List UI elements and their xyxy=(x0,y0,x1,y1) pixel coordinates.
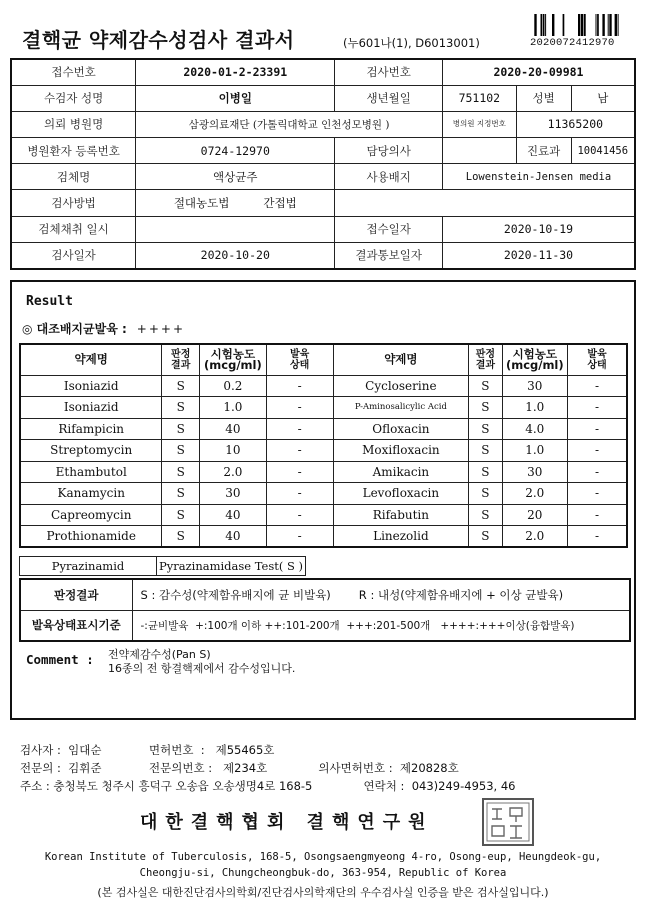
organization-address-en: Cheongju-si, Chungcheongbuk-do, 363-954, Republic of Korea xyxy=(139,867,507,879)
receipt-no-label: 접수번호 xyxy=(11,59,136,85)
drug-drug-cell: Rifabutin xyxy=(333,504,469,526)
drug-drug-cell: Moxifloxacin xyxy=(333,440,469,462)
specialist-line: 전문의 : 김휘준 전문의번호 : 제234호 의사면허번호 : 제20828호 xyxy=(20,761,459,775)
drug-growth-cell: - xyxy=(266,504,333,526)
comment-label: Comment : xyxy=(26,652,94,667)
info-row xyxy=(11,242,635,268)
drug-drug-cell: P-Aminosalicylic Acid xyxy=(333,397,469,419)
col-judge: 판정 결과 xyxy=(162,344,200,375)
drug-conc-cell: 30 xyxy=(502,461,567,483)
drug-drug-cell: Prothionamide xyxy=(20,526,162,548)
drug-conc-cell: 10 xyxy=(199,440,266,462)
col-conc: 시험농도 (mcg/ml) xyxy=(502,344,567,375)
drug-conc-cell: 40 xyxy=(199,526,266,548)
barcode-icon xyxy=(532,14,628,36)
drug-drug-cell: Ethambutol xyxy=(20,461,162,483)
barcode-number: 2020072412970 xyxy=(530,37,615,49)
doctor-label: 담당의사 xyxy=(335,138,443,164)
medium: Lowenstein-Jensen media xyxy=(442,164,635,190)
drug-growth-cell: - xyxy=(266,418,333,440)
birth-label: 생년월일 xyxy=(335,85,443,111)
drug-row xyxy=(20,526,627,548)
doctor xyxy=(442,138,516,164)
hospital-label: 의뢰 병원명 xyxy=(11,111,136,137)
drug-growth-cell: - xyxy=(567,440,627,462)
judge-criteria xyxy=(132,579,630,610)
drug-drug-cell: Linezolid xyxy=(333,526,469,548)
info-row xyxy=(11,190,635,216)
drug-row xyxy=(20,440,627,462)
drug-judge-cell: S xyxy=(469,483,502,505)
drug-conc-cell: 1.0 xyxy=(199,397,266,419)
birth-date: 751102 xyxy=(442,85,516,111)
drug-table-header xyxy=(20,344,627,375)
growth-label: 발육상태표시기준 xyxy=(20,610,132,641)
drug-conc-cell: 1.0 xyxy=(502,397,567,419)
tester-line: 검사자 : 임대순 면허번호 : 제55465호 xyxy=(20,743,275,757)
info-row xyxy=(11,216,635,242)
drug-judge-cell: S xyxy=(162,483,200,505)
hospital-name: 삼광의료재단 (가톨릭대학교 인천성모병원 ) xyxy=(136,111,443,137)
drug-drug-cell: Ofloxacin xyxy=(333,418,469,440)
info-row xyxy=(11,85,635,111)
drug-row xyxy=(20,461,627,483)
drug-growth-cell: - xyxy=(266,461,333,483)
empty-cell xyxy=(335,190,635,216)
judge-r: R : 내성(약제함유배지에 + 이상 균발육) xyxy=(358,587,564,602)
specimen-label: 검체명 xyxy=(11,164,136,190)
seal-icon xyxy=(480,796,536,848)
drug-judge-cell: S xyxy=(162,397,200,419)
drug-growth-cell: - xyxy=(567,461,627,483)
drug-drug-cell: Kanamycin xyxy=(20,483,162,505)
drug-judge-cell: S xyxy=(162,418,200,440)
drug-conc-cell: 2.0 xyxy=(502,526,567,548)
method-absolute: 절대농도법 xyxy=(173,196,230,211)
drug-drug-cell: Streptomycin xyxy=(20,440,162,462)
medium-label: 사용배지 xyxy=(335,164,443,190)
drug-row xyxy=(20,418,627,440)
patient-name: 이병일 xyxy=(136,85,335,111)
collect-label: 검체채취 일시 xyxy=(11,216,136,242)
drug-growth-cell: - xyxy=(266,440,333,462)
method-label: 검사방법 xyxy=(11,190,136,216)
drug-conc-cell: 40 xyxy=(199,504,266,526)
drug-row xyxy=(20,397,627,419)
drug-growth-cell: - xyxy=(266,397,333,419)
collect-date xyxy=(136,216,335,242)
drug-conc-cell: 30 xyxy=(199,483,266,505)
sex: 남 xyxy=(571,85,635,111)
receive-date: 2020-10-19 xyxy=(442,216,635,242)
drug-drug-cell: Levofloxacin xyxy=(333,483,469,505)
drug-judge-cell: S xyxy=(469,397,502,419)
drug-drug-cell: Isoniazid xyxy=(20,375,162,397)
col-growth: 발육 상태 xyxy=(266,344,333,375)
drug-drug-cell: Cycloserine xyxy=(333,375,469,397)
drug-judge-cell: S xyxy=(469,504,502,526)
drug-judge-cell: S xyxy=(469,461,502,483)
hospital-code-label: 병의원 지정번호 xyxy=(442,111,516,137)
control-growth xyxy=(22,320,185,337)
col-conc: 시험농도 (mcg/ml) xyxy=(199,344,266,375)
comment-line: 16종의 전 항결핵제에서 감수성입니다. xyxy=(108,662,296,675)
drug-judge-cell: S xyxy=(162,375,200,397)
drug-growth-cell: - xyxy=(567,526,627,548)
drug-drug-cell: Capreomycin xyxy=(20,504,162,526)
drug-growth-cell: - xyxy=(567,504,627,526)
drug-growth-cell: - xyxy=(567,418,627,440)
drug-drug-cell: Amikacin xyxy=(333,461,469,483)
drug-row xyxy=(20,375,627,397)
method-indirect: 간접법 xyxy=(263,196,297,211)
info-row xyxy=(11,59,635,85)
sex-label: 성별 xyxy=(516,85,571,111)
receive-label: 접수일자 xyxy=(335,216,443,242)
patient-name-label: 수검자 성명 xyxy=(11,85,136,111)
report-date-label: 결과통보일자 xyxy=(335,242,443,268)
info-row xyxy=(11,138,635,164)
reg-no-label: 병원환자 등록번호 xyxy=(11,138,136,164)
judge-s: S : 감수성(약제함유배지에 균 비발육) xyxy=(140,587,331,602)
organization-name: 대한결핵협회 결핵연구원 xyxy=(140,812,434,833)
drug-row xyxy=(20,483,627,505)
drug-row xyxy=(20,504,627,526)
col-drug: 약제명 xyxy=(333,344,469,375)
drug-judge-cell: S xyxy=(162,526,200,548)
col-drug: 약제명 xyxy=(20,344,162,375)
info-row xyxy=(11,164,635,190)
test-date-label: 검사일자 xyxy=(11,242,136,268)
drug-conc-cell: 40 xyxy=(199,418,266,440)
result-label: Result xyxy=(26,294,73,309)
reg-no: 0724-12970 xyxy=(136,138,335,164)
criteria-table xyxy=(19,578,631,642)
drug-growth-cell: - xyxy=(567,483,627,505)
col-judge: 판정 결과 xyxy=(469,344,502,375)
drug-growth-cell: - xyxy=(266,375,333,397)
report-code: (누601나(1), D6013001) xyxy=(343,36,480,50)
judge-label: 판정결과 xyxy=(20,579,132,610)
organization-address-en: Korean Institute of Tuberculosis, 168-5, Osongsaengmyeong 4-ro, Osong-eup, Heungdeok-gu, xyxy=(44,851,602,863)
drug-conc-cell: 4.0 xyxy=(502,418,567,440)
report-date: 2020-11-30 xyxy=(442,242,635,268)
report-title: 결핵균 약제감수성검사 결과서 xyxy=(22,28,295,52)
dept: 10041456 xyxy=(571,138,635,164)
drug-judge-cell: S xyxy=(469,418,502,440)
drug-conc-cell: 2.0 xyxy=(502,483,567,505)
pza-value: Pyrazinamidase Test( S ) xyxy=(157,557,306,576)
drug-growth-cell: - xyxy=(567,397,627,419)
comment-text xyxy=(108,648,295,676)
drug-conc-cell: 2.0 xyxy=(199,461,266,483)
drug-growth-cell: - xyxy=(266,526,333,548)
drug-conc-cell: 20 xyxy=(502,504,567,526)
drug-judge-cell: S xyxy=(162,504,200,526)
growth-criteria: -:균비발육 +:100개 이하 ++:101-200개 +++:201-500개 ++++:+++이상(융합발육) xyxy=(132,610,630,641)
patient-info-table xyxy=(10,58,636,270)
specimen: 액상균주 xyxy=(136,164,335,190)
pyrazinamide-table xyxy=(19,556,306,576)
certification-note: (본 검사실은 대한진단검사의학회/진단검사의학재단의 우수검사실 인증을 받은 검사실입니다.) xyxy=(97,886,549,899)
col-growth: 발육 상태 xyxy=(567,344,627,375)
hospital-code: 11365200 xyxy=(516,111,635,137)
drug-judge-cell: S xyxy=(469,526,502,548)
drug-growth-cell: - xyxy=(567,375,627,397)
drug-drug-cell: Isoniazid xyxy=(20,397,162,419)
drug-drug-cell: Rifampicin xyxy=(20,418,162,440)
drug-judge-cell: S xyxy=(469,375,502,397)
info-row xyxy=(11,111,635,137)
drug-table xyxy=(19,343,628,548)
drug-judge-cell: S xyxy=(469,440,502,462)
drug-conc-cell: 0.2 xyxy=(199,375,266,397)
comment-line: 전약제감수성(Pan S) xyxy=(108,648,211,661)
drug-conc-cell: 30 xyxy=(502,375,567,397)
pza-label: Pyrazinamid xyxy=(20,557,157,576)
test-no-label: 검사번호 xyxy=(335,59,443,85)
drug-growth-cell: - xyxy=(266,483,333,505)
drug-judge-cell: S xyxy=(162,440,200,462)
control-value: ++++ xyxy=(136,322,185,336)
dept-label: 진료과 xyxy=(516,138,571,164)
test-no: 2020-20-09981 xyxy=(442,59,635,85)
drug-judge-cell: S xyxy=(162,461,200,483)
result-section xyxy=(10,280,636,720)
method-cell xyxy=(136,190,335,216)
drug-rows xyxy=(20,375,627,547)
drug-conc-cell: 1.0 xyxy=(502,440,567,462)
test-date: 2020-10-20 xyxy=(136,242,335,268)
address-line: 주소 : 충청북도 청주시 흥덕구 오송읍 오송생명4로 168-5 연락처 : 043)249-4953, 46 xyxy=(20,779,516,793)
receipt-no: 2020-01-2-23391 xyxy=(136,59,335,85)
control-label: ◎ 대조배지균발육 : xyxy=(22,322,127,336)
